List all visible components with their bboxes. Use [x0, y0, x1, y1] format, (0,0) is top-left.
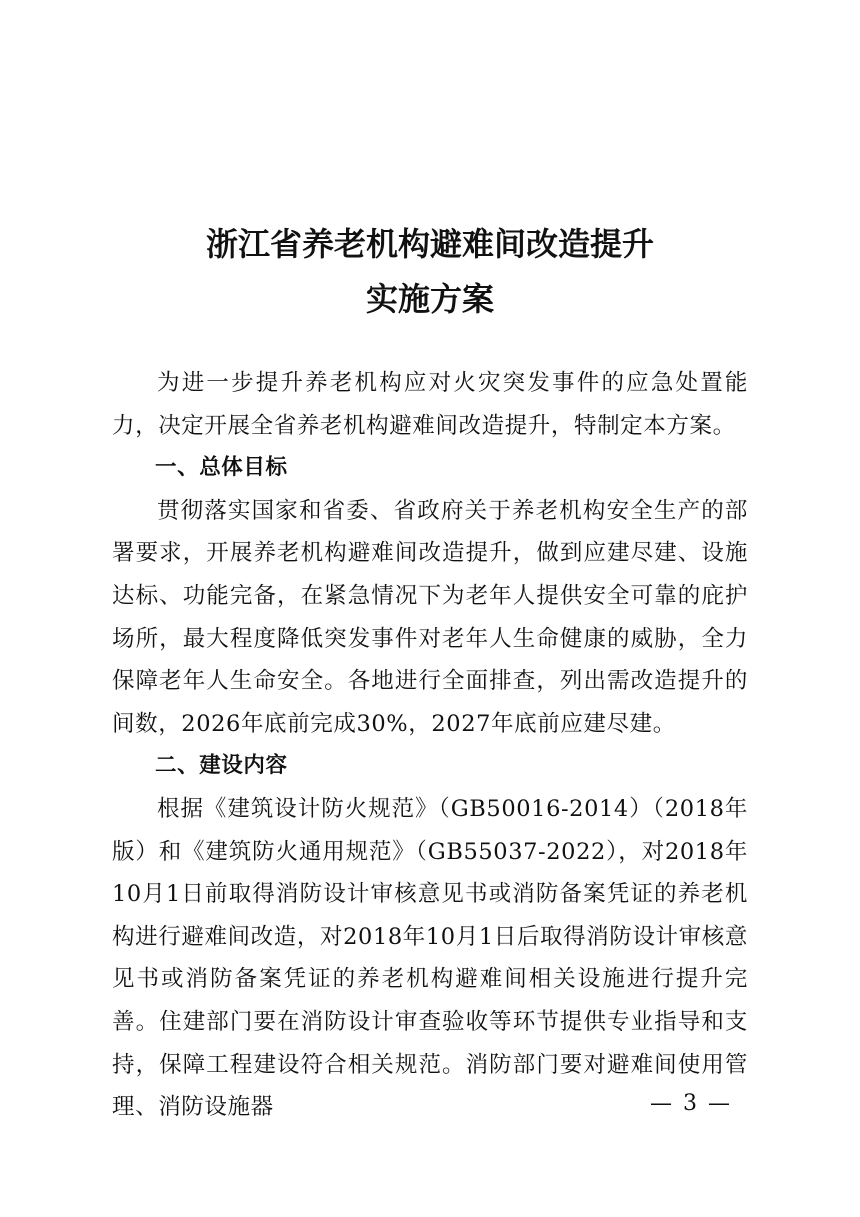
page-number: — 3 — — [650, 1091, 732, 1116]
document-title-line-2: 实施方案 — [365, 280, 494, 318]
document-body — [112, 362, 748, 1129]
overall-goal-paragraph: 贯彻落实国家和省委、省政府关于养老机构安全生产的部署要求，开展养老机构避难间改造提升，做到应建尽建、设施达标、功能完备，在紧急情况下为老年人提供安全可靠的庇护场所，最大程度降低突发事件对老年人生命健康的威胁，全力保障老年人生命安全。各地进行全面排查，列出需改造提升的间数，2026年底前完成30%，2027年底前应建尽建。 — [112, 497, 748, 737]
intro-paragraph: 为进一步提升养老机构应对火灾突发事件的应急处置能力，决定开展全省养老机构避难间改造提升，特制定本方案。 — [112, 370, 748, 439]
document-title-line-1: 浙江省养老机构避难间改造提升 — [205, 225, 654, 263]
construction-content-paragraph: 根据《建筑设计防火规范》（GB50016-2014）（2018年版）和《建筑防火通用规范》（GB55037-2022），对2018年10月1日前取得消防设计审核意见书或消防备案凭证的养老机构进行避难间改造，对2018年10月1日后取得消防设计审核意见书或消防备案凭证的养老机构避难间相关设施进行提升完善。住建部门要在消防设计审查验收等环节提供专业指导和支持，保障工程建设符合相关规范。消防部门要对避难间使用管理、消防设施器 — [112, 795, 748, 1121]
section-heading-overall-goal: 一、总体目标 — [155, 455, 288, 481]
section-heading-construction-content: 二、建设内容 — [155, 753, 288, 779]
